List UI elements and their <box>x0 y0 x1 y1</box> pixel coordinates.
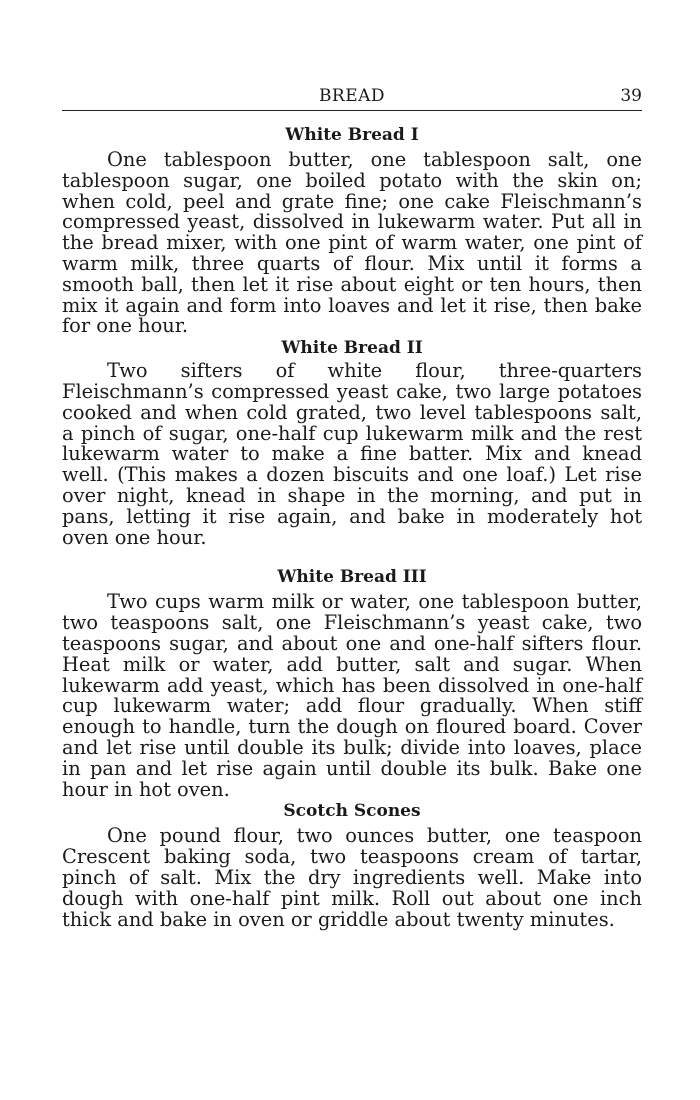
running-title: BREAD <box>318 86 386 106</box>
recipe-title-white-bread-3: White Bread III <box>277 567 427 588</box>
page-number: 39 <box>620 86 642 106</box>
recipe-text-white-bread-3: Two cups warm milk or water, one tablespoon butter, two teaspoons salt, one Fleischmann’s yeast cake, two teaspoons sugar, and about one and one-half sifters flour. Heat milk or water, add butter, salt and sugar. When lukewarm add yeast, which has been dissolved in one-half cup lukewarm water; add flour gradually. When stiff enough to handle, turn the dough on floured board. Cover and let rise until double its bulk; divide into loaves, place in pan and let rise again until double its bulk. Bake one hour in hot oven. <box>62 590 642 801</box>
book-page <box>62 84 642 930</box>
recipe-text-scotch-scones: One pound flour, two ounces butter, one teaspoon Crescent baking soda, two teaspoons cream of tartar, pinch of salt. Mix the dry ingredients well. Make into dough with one-half pint milk. Roll out about one inch thick and bake in oven or griddle about twenty minutes. <box>62 824 642 931</box>
recipe-title-white-bread-1: White Bread I <box>285 125 419 145</box>
recipe-text-white-bread-2: Two sifters of white flour, three-quarters Fleischmann’s compressed yeast cake, two large potatoes cooked and when cold grated, two level tablespoons salt, a pinch of sugar, one-half cup lukewarm milk and the rest lukewarm water to make a fine batter. Mix and knead well. (This makes a dozen biscuits and one loaf.) Let rise over night, knead in shape in the morning, and put in pans, letting it rise again, and bake in moderately hot oven one hour. <box>62 359 642 549</box>
recipe-title-scotch-scones: Scotch Scones <box>283 801 421 822</box>
running-head <box>62 84 642 111</box>
recipe-title-white-bread-2: White Bread II <box>281 338 423 359</box>
recipe-text-white-bread-1: One tablespoon butter, one tablespoon salt, one tablespoon sugar, one boiled potato with the skin on; when cold, peel and grate fine; one cake Fleischmann’s compressed yeast, dissolved in lukewarm water. Put all in the bread mixer, with one pint of warm water, one pint of warm milk, three quarts of flour. Mix until it forms a smooth ball, then let it rise about eight or ten hours, then mix it again and form into loaves and let it rise, then bake for one hour. <box>62 148 642 338</box>
